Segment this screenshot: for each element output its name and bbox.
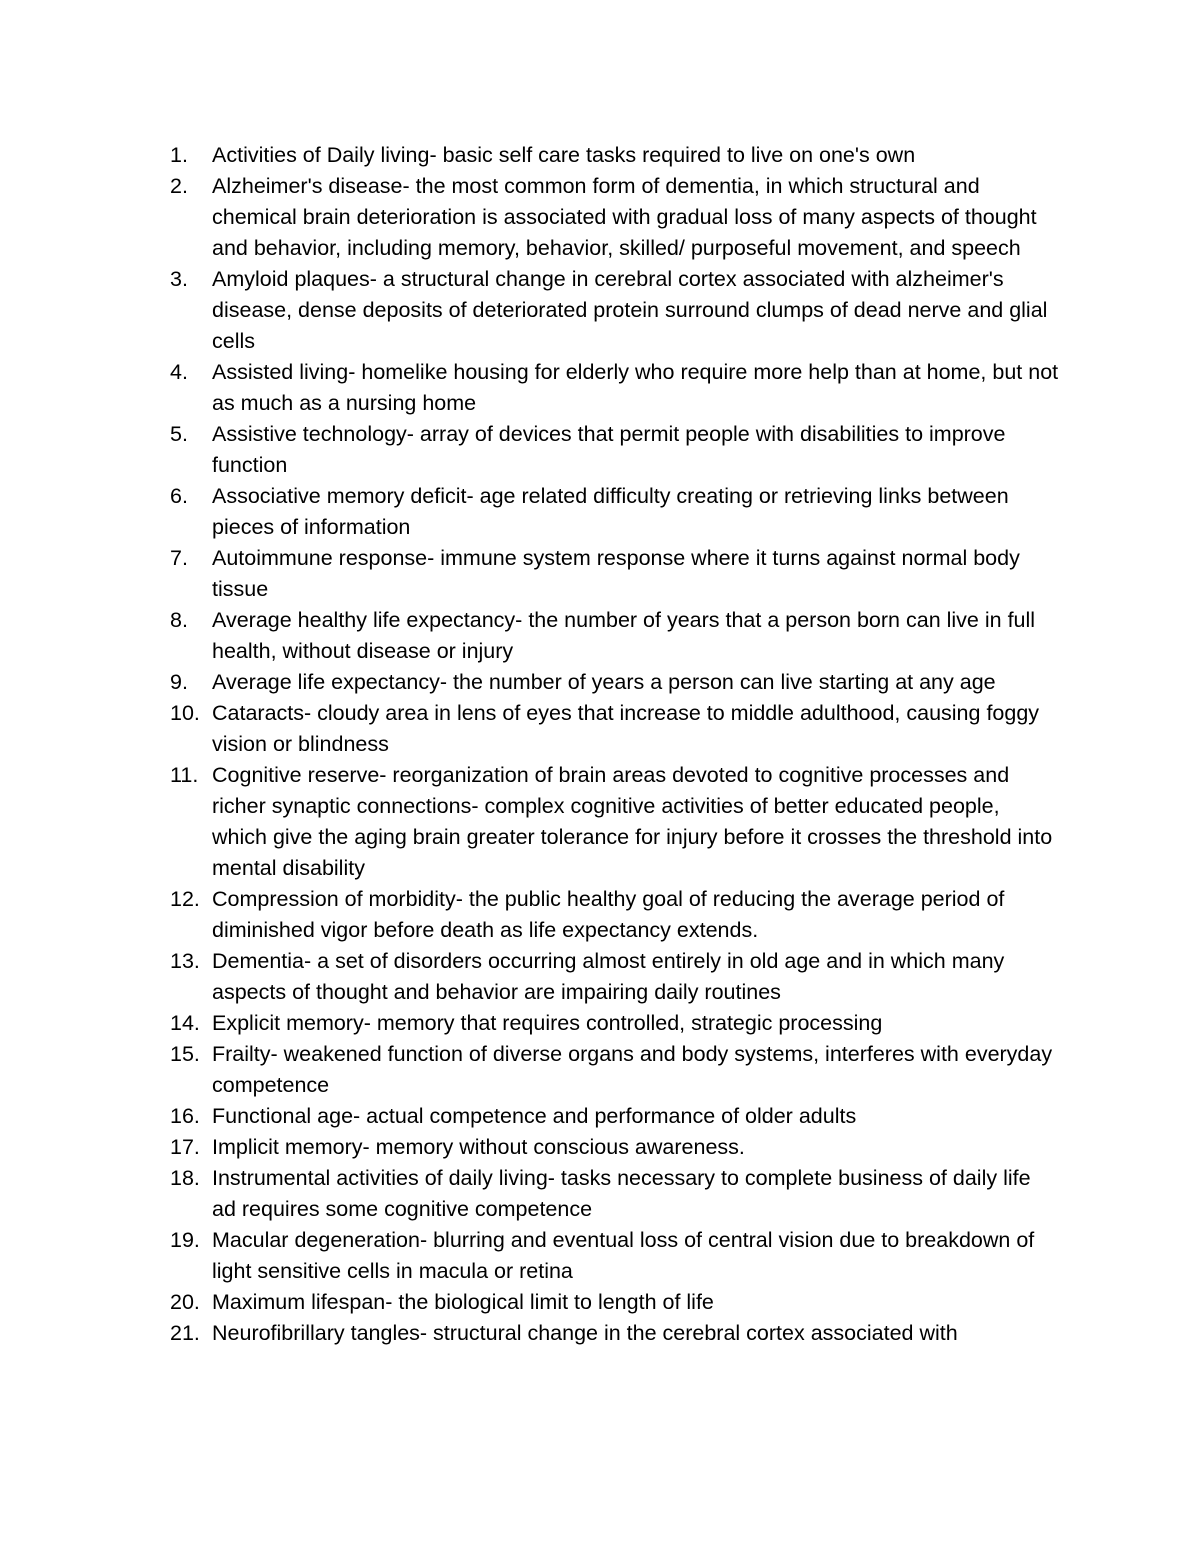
list-item xyxy=(170,1101,1060,1132)
list-item xyxy=(170,543,1060,605)
item-text: Associative memory deficit- age related difficulty creating or retrieving links between pieces of information xyxy=(212,484,1009,539)
list-item xyxy=(170,1039,1060,1101)
item-number: 6. xyxy=(170,484,188,508)
item-number: 4. xyxy=(170,360,188,384)
list-item xyxy=(170,1287,1060,1318)
item-number: 17. xyxy=(170,1135,200,1159)
item-text: Average life expectancy- the number of years a person can live starting at any age xyxy=(212,670,996,694)
item-number: 3. xyxy=(170,267,188,291)
item-text: Assisted living- homelike housing for elderly who require more help than at home, but not as much as a nursing home xyxy=(212,360,1059,415)
item-number: 9. xyxy=(170,670,188,694)
item-text: Compression of morbidity- the public healthy goal of reducing the average period of diminished vigor before death as life expectancy extends. xyxy=(212,887,1005,942)
list-item xyxy=(170,357,1060,419)
item-text: Amyloid plaques- a structural change in cerebral cortex associated with alzheimer's disease, dense deposits of deteriorated protein surround clumps of dead nerve and glial cells xyxy=(212,267,1048,353)
item-text: Explicit memory- memory that requires controlled, strategic processing xyxy=(212,1011,883,1035)
item-number: 14. xyxy=(170,1011,200,1035)
item-number: 8. xyxy=(170,608,188,632)
list-item xyxy=(170,946,1060,1008)
item-text: Cataracts- cloudy area in lens of eyes that increase to middle adulthood, causing foggy vision or blindness xyxy=(212,701,1040,756)
item-number: 15. xyxy=(170,1042,200,1066)
item-text: Dementia- a set of disorders occurring almost entirely in old age and in which many aspects of thought and behavior are impairing daily routines xyxy=(212,949,1005,1004)
item-text: Autoimmune response- immune system response where it turns against normal body tissue xyxy=(212,546,1020,601)
item-text: Functional age- actual competence and performance of older adults xyxy=(212,1104,857,1128)
item-number: 7. xyxy=(170,546,188,570)
list-item xyxy=(170,1132,1060,1163)
item-text: Implicit memory- memory without conscious awareness. xyxy=(212,1135,745,1159)
glossary-list xyxy=(170,140,1060,1349)
list-item xyxy=(170,667,1060,698)
item-text: Instrumental activities of daily living- tasks necessary to complete business of daily life ad requires some cognitive competence xyxy=(212,1166,1031,1221)
item-number: 16. xyxy=(170,1104,200,1128)
list-item xyxy=(170,1318,1060,1349)
item-number: 20. xyxy=(170,1290,200,1314)
item-text: Activities of Daily living- basic self care tasks required to live on one's own xyxy=(212,143,916,167)
item-number: 18. xyxy=(170,1166,200,1190)
item-text: Alzheimer's disease- the most common form of dementia, in which structural and chemical brain deterioration is associated with gradual loss of many aspects of thought and behavior, including memory, behavior, skilled/ purposeful movement, and speech xyxy=(212,174,1037,260)
list-item xyxy=(170,419,1060,481)
list-item xyxy=(170,605,1060,667)
item-number: 10. xyxy=(170,701,200,725)
item-text: Average healthy life expectancy- the number of years that a person born can live in full health, without disease or injury xyxy=(212,608,1036,663)
item-text: Assistive technology- array of devices that permit people with disabilities to improve function xyxy=(212,422,1006,477)
item-number: 13. xyxy=(170,949,200,973)
list-item xyxy=(170,171,1060,264)
item-number: 21. xyxy=(170,1321,200,1345)
list-item xyxy=(170,140,1060,171)
item-number: 1. xyxy=(170,143,188,167)
list-item xyxy=(170,1225,1060,1287)
item-number: 2. xyxy=(170,174,188,198)
list-item xyxy=(170,1008,1060,1039)
list-item xyxy=(170,1163,1060,1225)
list-item xyxy=(170,884,1060,946)
list-item xyxy=(170,264,1060,357)
item-text: Macular degeneration- blurring and eventual loss of central vision due to breakdown of light sensitive cells in macula or retina xyxy=(212,1228,1035,1283)
item-number: 19. xyxy=(170,1228,200,1252)
item-text: Cognitive reserve- reorganization of brain areas devoted to cognitive processes and richer synaptic connections- complex cognitive activities of better educated people, which give the aging brain greater tolerance for injury before it crosses the threshold into mental disability xyxy=(212,763,1053,880)
item-text: Neurofibrillary tangles- structural change in the cerebral cortex associated with xyxy=(212,1321,958,1345)
list-item xyxy=(170,481,1060,543)
list-item xyxy=(170,760,1060,884)
item-number: 11. xyxy=(170,763,199,787)
list-item xyxy=(170,698,1060,760)
item-text: Maximum lifespan- the biological limit to length of life xyxy=(212,1290,714,1314)
item-number: 12. xyxy=(170,887,200,911)
item-text: Frailty- weakened function of diverse organs and body systems, interferes with everyday competence xyxy=(212,1042,1053,1097)
item-number: 5. xyxy=(170,422,188,446)
